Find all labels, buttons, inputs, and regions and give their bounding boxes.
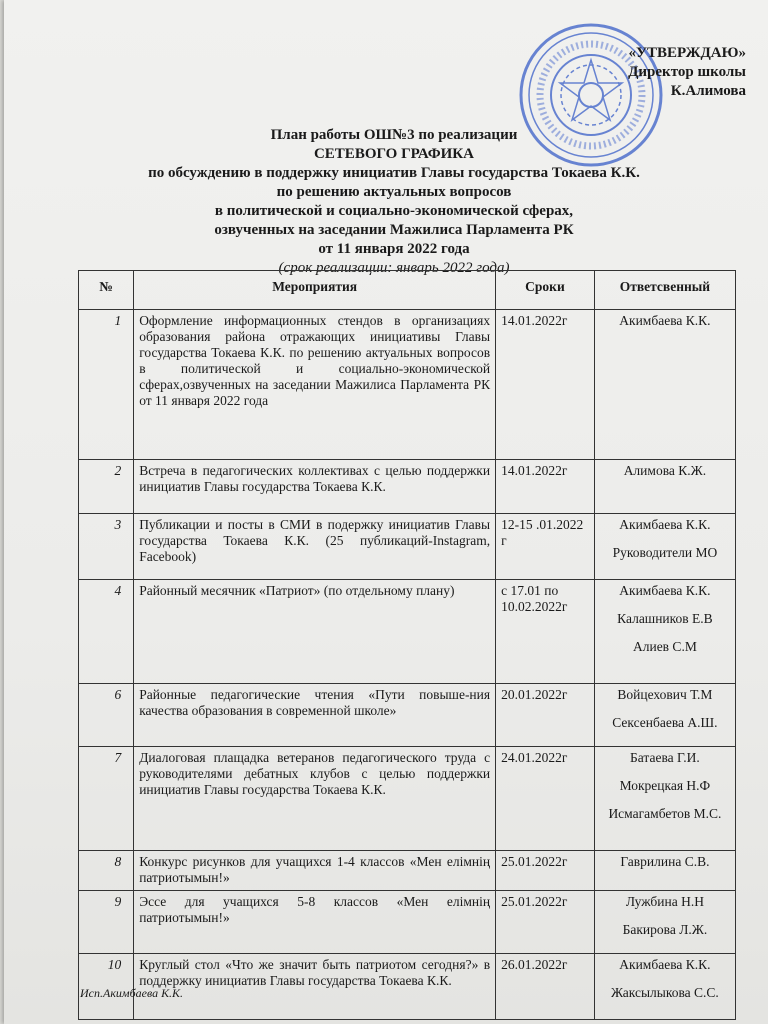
row-responsible — [594, 514, 735, 580]
row-number: 10 — [79, 954, 134, 1020]
row-date: 26.01.2022г — [496, 954, 595, 1020]
title-line: по решению актуальных вопросов — [276, 184, 512, 200]
row-number: 7 — [79, 747, 134, 851]
responsible-person: Лужбина Н.Н — [625, 894, 704, 909]
row-date: 14.01.2022г — [496, 310, 595, 460]
row-number: 8 — [79, 851, 134, 891]
responsible-person: Акимбаева К.К. — [619, 583, 711, 598]
responsible-person: Войцехович Т.М — [617, 687, 713, 702]
row-responsible — [594, 580, 735, 684]
title-line: озвученных на заседании Мажилиса Парламента РК — [214, 222, 574, 238]
header-events: Мероприятия — [134, 271, 496, 310]
table-header-row — [79, 271, 736, 310]
title-line: в политической и социально-экономической сферах, — [214, 203, 574, 219]
title-line: СЕТЕВОГО ГРАФИКА — [313, 146, 475, 162]
document-page — [4, 0, 768, 1024]
responsible-person: Алиев С.М — [632, 639, 697, 654]
row-date: 20.01.2022г — [496, 684, 595, 747]
row-number: 9 — [79, 891, 134, 954]
implementation-term: (срок реализации: январь 2022 года) — [278, 260, 510, 276]
table-row — [79, 460, 736, 514]
row-number: 3 — [79, 514, 134, 580]
row-event: Публикации и посты в СМИ в подержку инициатив Главы государства Токаева К.К. (25 публикаций-Instagram, Facebook) — [134, 514, 496, 580]
row-date: 25.01.2022г — [496, 891, 595, 954]
table-row — [79, 514, 736, 580]
table-row — [79, 851, 736, 891]
row-responsible — [594, 851, 735, 891]
row-responsible — [594, 954, 735, 1020]
approval-heading: «УТВЕРЖДАЮ» — [628, 45, 746, 61]
responsible-person: Алимова К.Ж. — [623, 463, 707, 478]
responsible-person: Акимбаева К.К. — [619, 957, 711, 972]
row-responsible — [594, 684, 735, 747]
document-title — [94, 126, 694, 278]
executor-note: Исп.Акимбаева К.К. — [80, 986, 184, 1000]
responsible-person: Батаева Г.И. — [630, 750, 700, 765]
table-row — [79, 747, 736, 851]
row-date: 14.01.2022г — [496, 460, 595, 514]
table-row — [79, 891, 736, 954]
row-event: Конкурс рисунков для учащихся 1-4 классов «Мен елімнің патриотымын!» — [134, 851, 496, 891]
row-event: Районный месячник «Патриот» (по отдельному плану) — [134, 580, 496, 684]
row-responsible — [594, 460, 735, 514]
table-row — [79, 580, 736, 684]
row-event: Диалоговая плащадка ветеранов педагогического труда с руководителями дебатных клубов с целью поддержки инициатив Главы государства Токаева К.К. — [134, 747, 496, 851]
row-event: Эссе для учащихся 5-8 классов «Мен елімнің патриотымын!» — [134, 891, 496, 954]
row-date: 12-15 .01.2022 г — [496, 514, 595, 580]
row-number: 1 — [79, 310, 134, 460]
responsible-person: Калашников Е.В — [617, 611, 713, 626]
header-responsible: Ответсвенный — [594, 271, 735, 310]
responsible-person: Мокрецкая Н.Ф — [619, 778, 711, 793]
header-dates: Сроки — [496, 271, 595, 310]
responsible-person: Руководители МО — [612, 545, 718, 560]
row-event: Районные педагогические чтения «Пути повыше-ния качества образования в современной школе» — [134, 684, 496, 747]
row-number: 4 — [79, 580, 134, 684]
title-line: План работы ОШ№3 по реализации — [270, 127, 518, 143]
responsible-person: Акимбаева К.К. — [619, 313, 711, 328]
approval-signer: К.Алимова — [670, 83, 746, 99]
responsible-person: Гаврилина С.В. — [620, 854, 710, 869]
row-event: Оформление информационных стендов в организациях образования района отражающих инициативы Главы государства Токаева К.К. по решению актуальных вопросов в политической и социально-экономической сферах,озвученных на заседании Мажилиса Парламента РК от 11 января 2022 года — [134, 310, 496, 460]
responsible-person: Сексенбаева А.Ш. — [612, 715, 718, 730]
table-body — [79, 310, 736, 1020]
row-responsible — [594, 310, 735, 460]
title-line: по обсуждению в поддержку инициатив Главы государства Токаева К.К. — [148, 165, 640, 181]
responsible-person: Исмагамбетов М.С. — [608, 806, 722, 821]
approval-block — [628, 44, 746, 101]
row-date: 25.01.2022г — [496, 851, 595, 891]
row-event: Встреча в педагогических коллективах с целью поддержки инициатив Главы государства Токаева К.К. — [134, 460, 496, 514]
responsible-person: Бакирова Л.Ж. — [622, 922, 708, 937]
plan-table — [78, 270, 736, 1020]
row-number: 6 — [79, 684, 134, 747]
row-responsible — [594, 747, 735, 851]
title-line: от 11 января 2022 года — [318, 241, 470, 257]
table-row — [79, 684, 736, 747]
row-number: 2 — [79, 460, 134, 514]
responsible-person: Акимбаева К.К. — [619, 517, 711, 532]
row-responsible — [594, 891, 735, 954]
approval-position: Директор школы — [628, 64, 746, 80]
row-event: Круглый стол «Что же значит быть патриотом сегодня?» в поддержку инициатив Главы государства Токаева К.К. — [134, 954, 496, 1020]
row-date: 24.01.2022г — [496, 747, 595, 851]
table-row — [79, 310, 736, 460]
row-date: с 17.01 по 10.02.2022г — [496, 580, 595, 684]
responsible-person: Жаксылыкова С.С. — [611, 985, 719, 1000]
header-number: № — [79, 271, 134, 310]
